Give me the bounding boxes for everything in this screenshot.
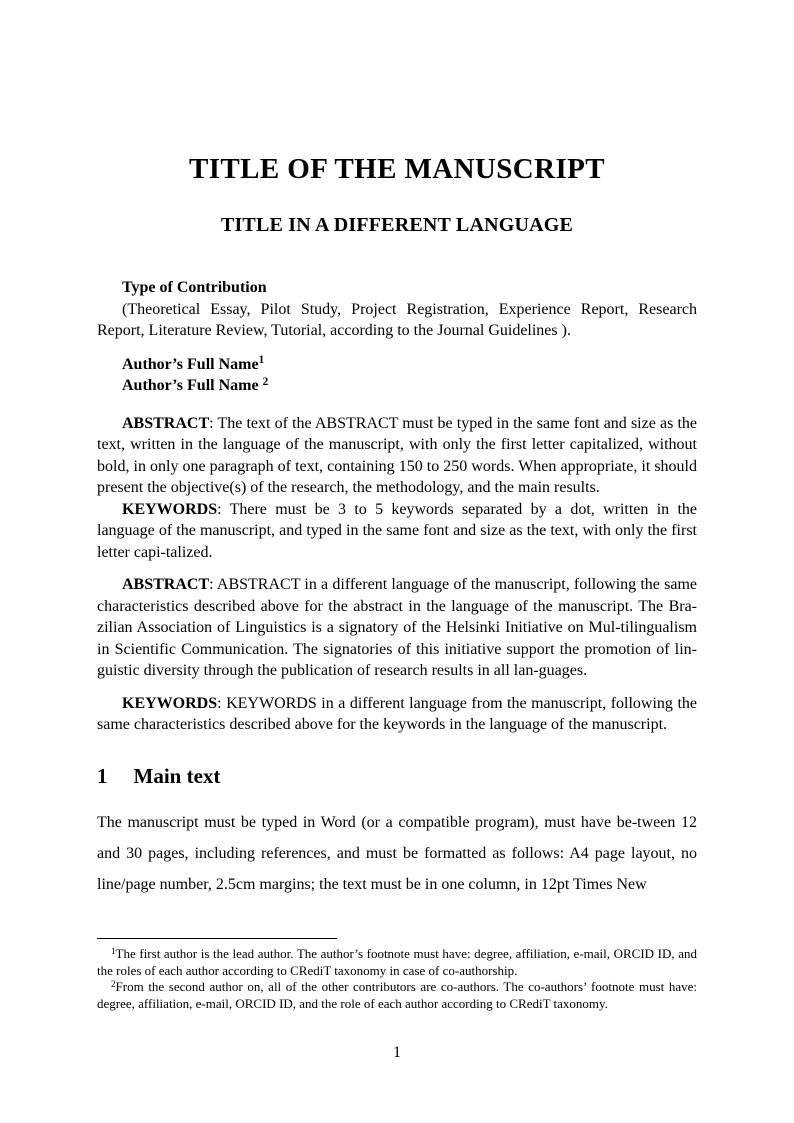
author-name: Author’s Full Name [122, 355, 259, 373]
footnote-text: From the second author on, all of the other contributors are co-authors. The co-authors’ footnote must have: degree, affiliation, e-mail, ORCID ID, and the role of each author according to CRediT taxonomy. [97, 979, 697, 1011]
section-number: 1 [97, 763, 108, 788]
manuscript-title: TITLE OF THE MANUSCRIPT [188, 153, 606, 185]
footnote-marker: 1 [111, 945, 116, 956]
abstract-label: ABSTRACT [122, 414, 210, 432]
section-title: Main text [133, 763, 221, 788]
author-block [97, 354, 697, 397]
author-line [122, 375, 697, 397]
abstract-paragraph [97, 413, 697, 499]
keywords-section-secondary [97, 693, 697, 736]
abstract-section [97, 413, 697, 564]
contribution-heading: Type of Contribution [122, 279, 267, 296]
keywords-text: : KEYWORDS in a different language from the manuscript, following the same characteristics described above for the keywords in the language of the manuscript. [97, 694, 697, 733]
keywords-label: KEYWORDS [122, 694, 218, 712]
abstract-text: : ABSTRACT in a different language of the manuscript, following the same characteristics described above for the abstract in the language of the manuscript. The Bra-zilian Association of Linguistics is a signatory of the Helsinki Initiative on Mul-tilingualism in Scientific Communication. The signatories of this initiative support the promotion of lin-guistic diversity through the publication of research results in all lan-guages. [97, 576, 697, 679]
footnote-area [97, 938, 697, 1012]
keywords-paragraph [97, 693, 697, 736]
abstract-label: ABSTRACT [122, 576, 210, 593]
author-line [122, 354, 697, 376]
keywords-label: KEYWORDS [122, 500, 218, 518]
footnote [97, 946, 697, 979]
footnote [97, 979, 697, 1012]
manuscript-subtitle: TITLE IN A DIFFERENT LANGUAGE [220, 214, 574, 236]
footnote-rule [97, 938, 337, 939]
keywords-text: : There must be 3 to 5 keywords separated by a dot, written in the language of the manuscript, and typed in the same font and size as the text, with only the first letter capi-talized. [97, 500, 697, 561]
keywords-paragraph [97, 499, 697, 564]
author-footnote-marker: 1 [258, 354, 265, 367]
abstract-paragraph [97, 574, 697, 682]
page-number: 1 [393, 1044, 401, 1061]
section-heading [97, 764, 697, 789]
footnote-text: The first author is the lead author. The author’s footnote must have: degree, affiliation, e-mail, ORCID ID, and the roles of each author according to CRediT taxonomy in case of co-authorship. [97, 946, 697, 978]
author-footnote-marker: 2 [262, 375, 269, 388]
contribution-text: (Theoretical Essay, Pilot Study, Project Registration, Experience Report, Research Report, Literature Review, Tutorial, according to the Journal Guidelines ). [97, 300, 697, 339]
footnote-marker: 2 [111, 978, 116, 989]
abstract-section-secondary [97, 574, 697, 682]
main-text-paragraph: The manuscript must be typed in Word (or a compatible program), must have be-tween 12 and 30 pages, including references, and must be formatted as follows: A4 page layout, no line/page number, 2.5cm margins; the text must be in one column, in 12pt Times New [97, 813, 697, 893]
abstract-text: : The text of the ABSTRACT must be typed in the same font and size as the text, written in the language of the manuscript, with only the first letter capitalized, without bold, in only one paragraph of text, containing 150 to 250 words. When appropriate, it should present the objective(s) of the research, the methodology, and the main results. [97, 414, 697, 496]
author-name: Author’s Full Name [122, 377, 263, 394]
